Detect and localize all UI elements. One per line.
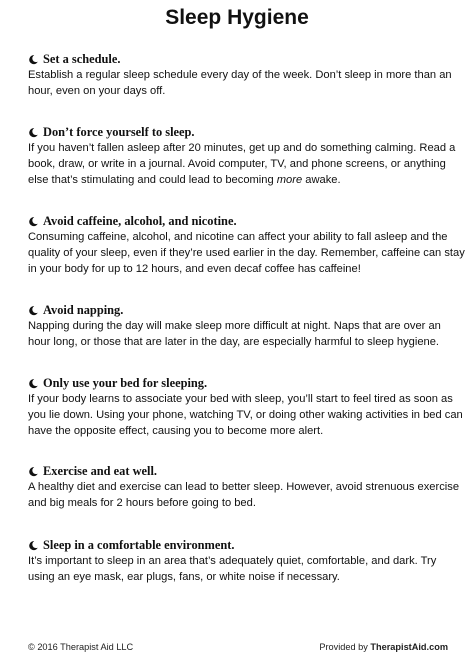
section-heading [28,376,460,391]
body-line: hour, even on your days off. [28,85,166,98]
section-body [28,140,460,189]
body-line: in your body for up to 12 hours, and even decaf coffee has caffeine! [28,263,361,276]
section-heading [28,538,460,553]
body-line: quality of your sleep, even if they’re used earlier in the day. Remember, caffeine can stay [28,247,465,260]
body-line: have the opposite effect, causing you to become more alert. [28,425,324,438]
section-exercise-eat-well [28,464,460,511]
section-heading-text: Only use your bed for sleeping. [43,376,208,390]
section-heading-text: Avoid napping. [43,303,124,317]
footer-provided-prefix: Provided by [319,642,371,652]
section-set-a-schedule [28,52,460,99]
section-heading-text: Set a schedule. [43,52,121,66]
section-body [28,553,460,585]
section-body [28,229,465,278]
footer-site-link[interactable]: TherapistAid.com [370,642,448,652]
page-title: Sleep Hygiene [165,6,309,29]
section-bed-for-sleeping [28,376,463,440]
moon-icon [28,127,39,138]
section-comfortable-environment [28,538,460,585]
body-line: else that’s stimulating and could lead to becoming more awake. [28,174,341,187]
body-line: and big meals for 2 hours before going to bed. [28,497,256,510]
footer-copyright: © 2016 Therapist Aid LLC [28,642,134,652]
moon-icon [28,378,39,389]
moon-icon [28,466,39,477]
section-body [28,318,460,350]
moon-icon [28,540,39,551]
section-heading [28,464,460,479]
body-line: It’s important to sleep in an area that’s adequately quiet, comfortable, and dark. Try [28,555,437,567]
section-heading [28,52,460,67]
body-line: Establish a regular sleep schedule every day of the week. Don’t sleep in more than an [28,69,452,81]
section-heading [28,125,460,140]
footer-provided-by [319,641,448,653]
section-heading-text: Sleep in a comfortable environment. [43,538,235,552]
section-avoid-napping [28,303,460,350]
body-line: book, draw, or write in a journal. Avoid computer, TV, and phone screens, or anything [28,158,446,171]
section-heading-text: Exercise and eat well. [43,464,158,478]
moon-icon [28,305,39,316]
moon-icon [28,216,39,227]
moon-icon [28,54,39,65]
body-line: A healthy diet and exercise can lead to better sleep. However, avoid strenuous exercise [28,481,460,493]
body-line: you lie down. Using your phone, watching TV, or doing other waking activities in bed can [28,409,463,422]
section-body [28,479,460,511]
section-avoid-caffeine [28,214,465,278]
body-line: If your body learns to associate your bed with sleep, you’ll start to feel tired as soon as [28,393,453,405]
section-heading [28,214,460,229]
body-line: hour long, or those that are later in the day, are especially harmful to sleep hygiene. [28,336,440,349]
body-line: Napping during the day will make sleep more difficult at night. Naps that are over an [28,320,441,332]
section-heading-text: Avoid caffeine, alcohol, and nicotine. [43,214,237,228]
section-heading-text: Don’t force yourself to sleep. [43,125,195,139]
body-line: If you haven’t fallen asleep after 20 minutes, get up and do something calming. Read a [28,142,456,154]
section-body [28,391,463,440]
section-dont-force-sleep [28,125,460,189]
section-heading [28,303,460,318]
body-line: using an eye mask, ear plugs, fans, or white noise if necessary. [28,571,340,584]
body-line: Consuming caffeine, alcohol, and nicotine can affect your ability to fall asleep and the [28,231,448,243]
section-body [28,67,460,99]
